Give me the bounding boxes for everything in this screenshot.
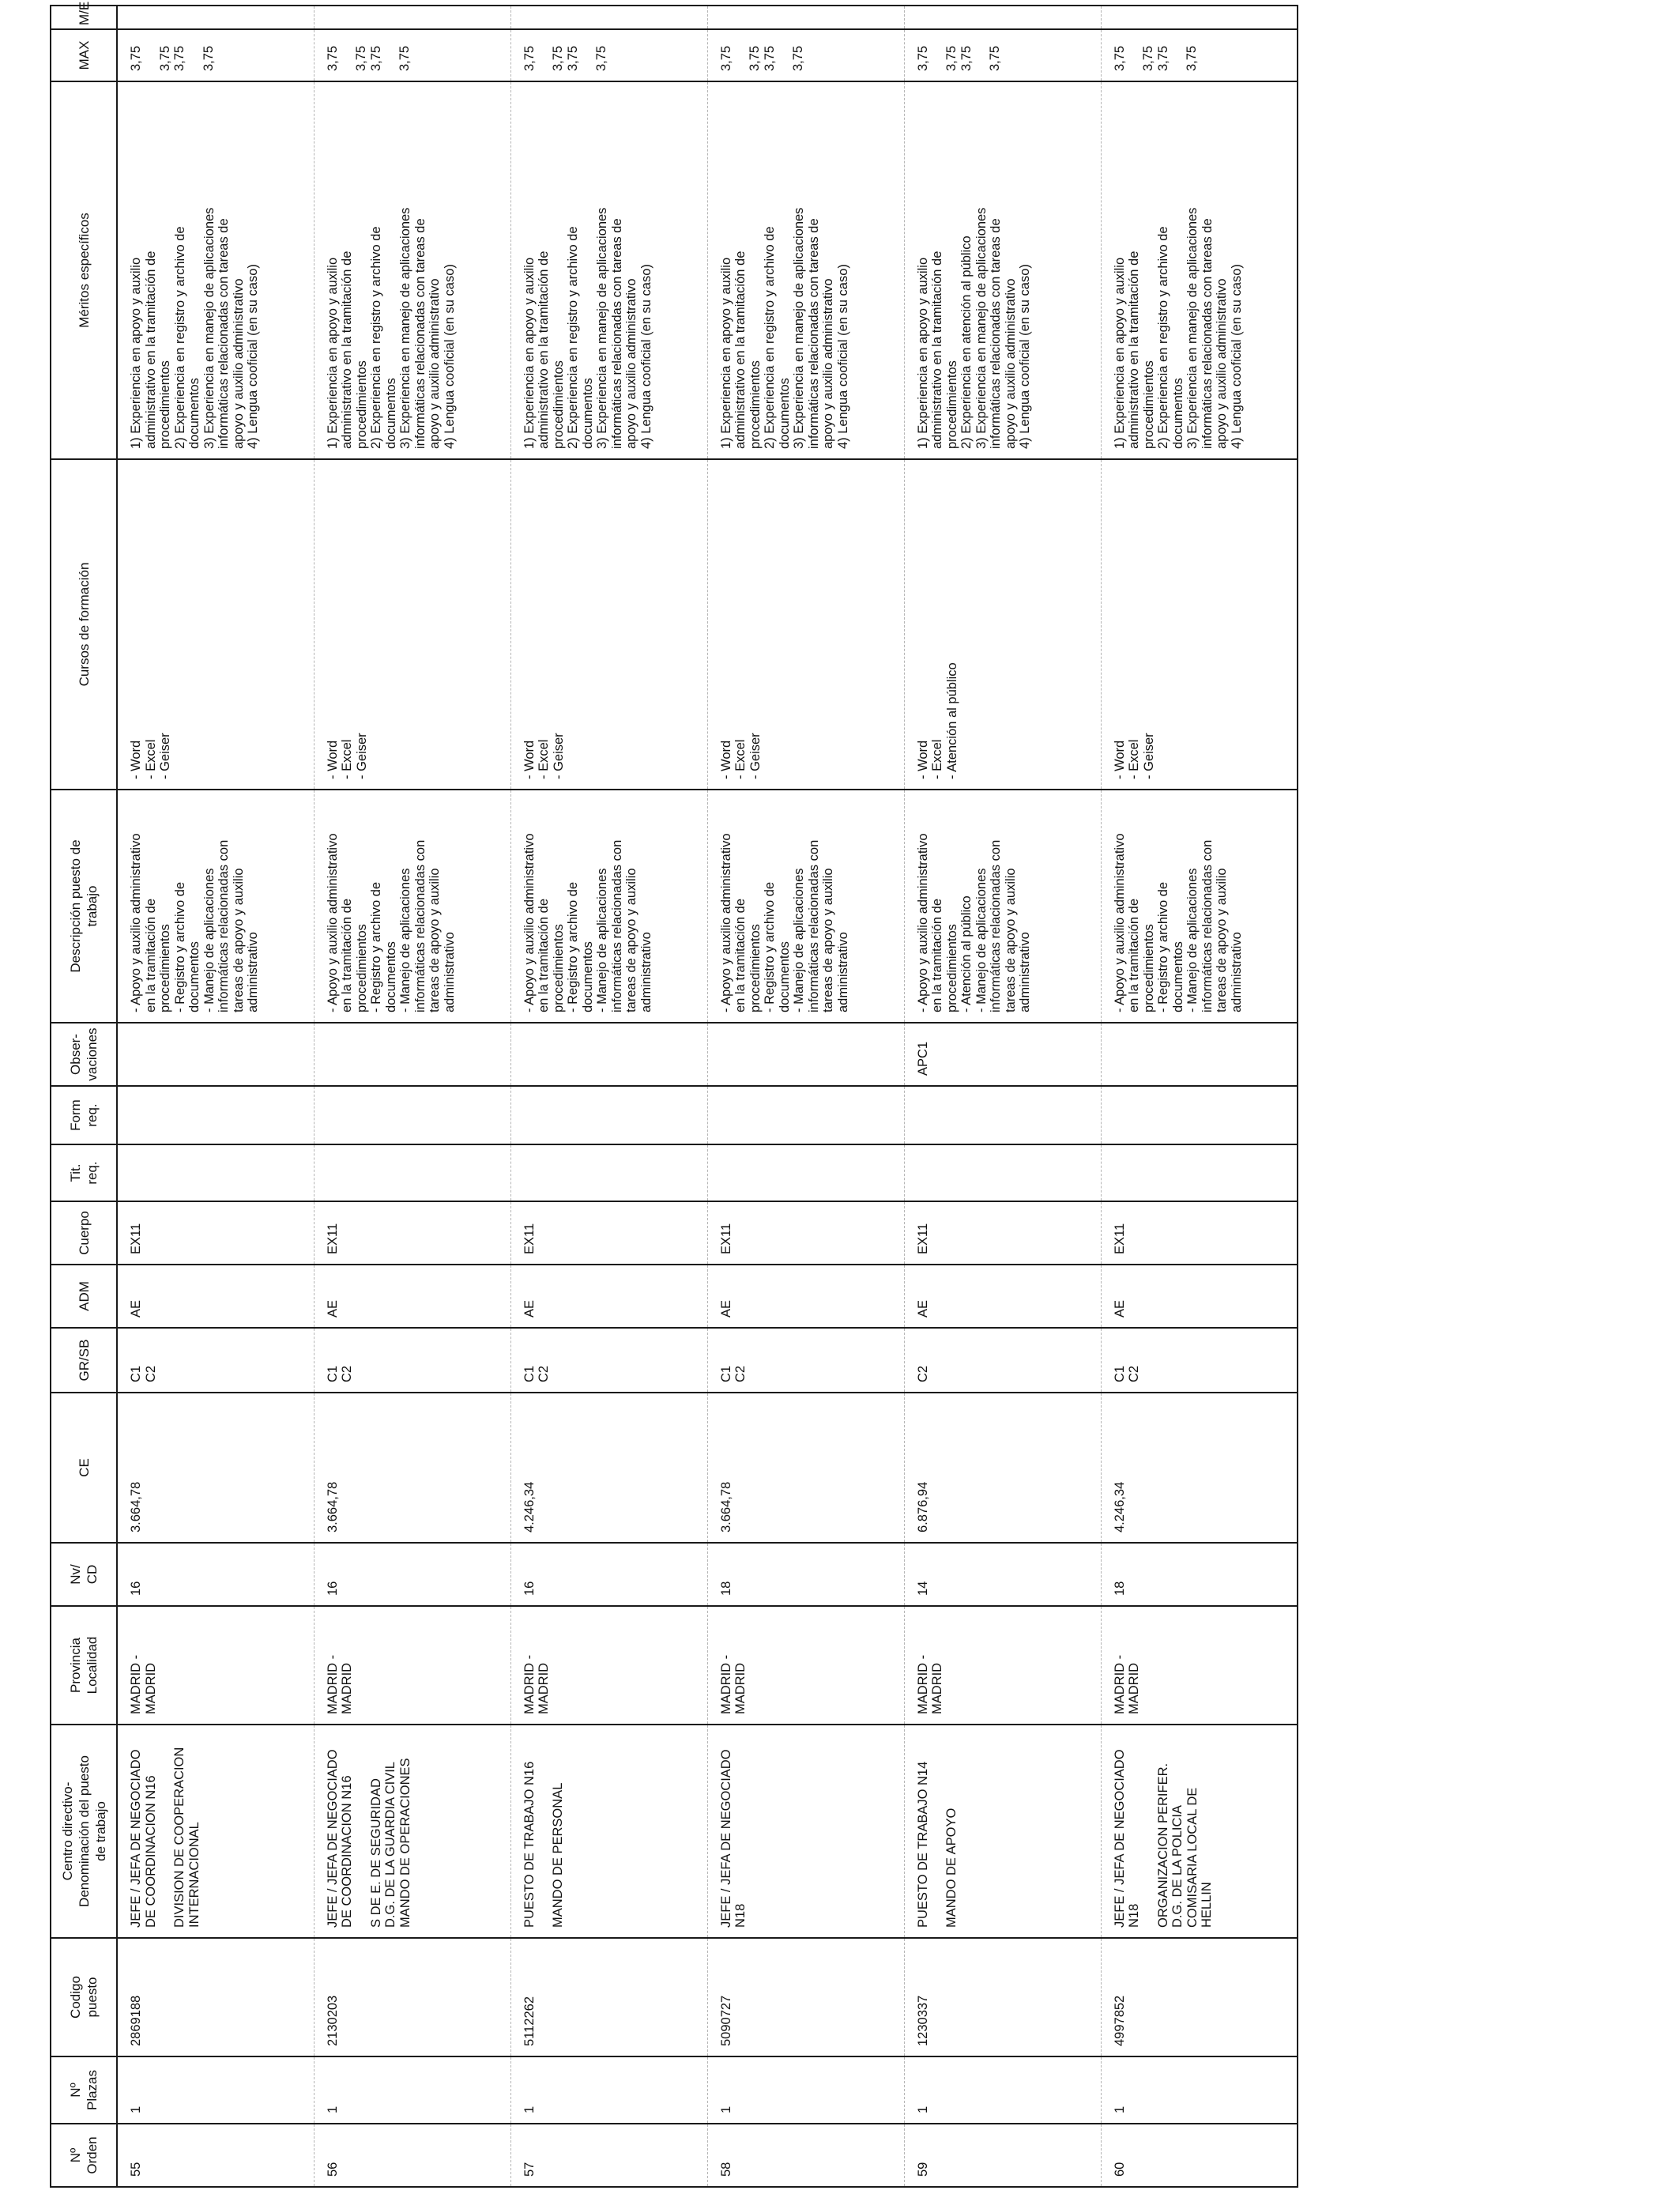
cell-max — [1101, 29, 1298, 81]
cell-plazas: 1 — [1101, 2056, 1298, 2124]
table-header-row — [51, 6, 117, 2187]
cell-observaciones: APC1 — [904, 1023, 1101, 1086]
header-ce: CE — [51, 1393, 117, 1543]
max-value-2: 3,75 — [551, 45, 565, 71]
cell-ce: 4.246,34 — [1101, 1393, 1298, 1543]
merito-2: 2) Experiencia en registro y archivo de documentos — [1156, 226, 1185, 449]
job-positions-table — [50, 1, 1298, 2188]
cell-titulacion — [117, 1144, 314, 1201]
centro-directivo-note: MANDO DE PERSONAL — [551, 1782, 565, 1928]
cell-me — [1101, 6, 1298, 29]
max-value-2: 3,75 — [1141, 45, 1155, 71]
cell-nivel: 16 — [510, 1543, 707, 1606]
cell-observaciones — [707, 1023, 904, 1086]
cell-cuerpo: EX11 — [510, 1201, 707, 1265]
cell-meritos — [1101, 81, 1298, 459]
merito-2: 2) Experiencia en atención al público — [959, 236, 974, 449]
cell-me — [904, 6, 1101, 29]
cell-me — [510, 6, 707, 29]
cell-grupo: C1 C2 — [314, 1328, 510, 1393]
cell-nivel: 18 — [707, 1543, 904, 1606]
max-value-2: 3,75 — [748, 45, 762, 71]
max-value-4: 3,75 — [1185, 45, 1199, 71]
cell-orden: 58 — [707, 2124, 904, 2187]
cell-titulacion — [1101, 1144, 1298, 1201]
cell-orden: 57 — [510, 2124, 707, 2187]
header-max: MAX — [51, 29, 117, 81]
cell-cuerpo: EX11 — [117, 1201, 314, 1265]
cell-adm: AE — [904, 1265, 1101, 1328]
cell-nivel: 14 — [904, 1543, 1101, 1606]
cell-codigo: 2869188 — [117, 1938, 314, 2056]
cell-formacion — [314, 1086, 510, 1144]
cell-provincia: MADRID - MADRID — [707, 1606, 904, 1725]
cell-orden: 56 — [314, 2124, 510, 2187]
centro-directivo-note: MANDO DE APOYO — [944, 1808, 959, 1928]
cell-observaciones — [510, 1023, 707, 1086]
header-plazas: Nº Plazas — [51, 2056, 117, 2124]
max-value-3: 3,75 — [172, 45, 186, 71]
cell-titulacion — [707, 1144, 904, 1201]
cell-codigo: 5112262 — [510, 1938, 707, 2056]
cell-provincia: MADRID - MADRID — [117, 1606, 314, 1725]
cell-grupo: C1 C2 — [707, 1328, 904, 1393]
cell-max — [117, 29, 314, 81]
cell-ce: 6.876,94 — [904, 1393, 1101, 1543]
centro-directivo-note: ORGANIZACION PERIFER. D.G. DE LA POLICIA COMISARIA LOCAL DE HELLIN — [1155, 1762, 1214, 1928]
cell-grupo: C1 C2 — [117, 1328, 314, 1393]
cell-cursos: - Word - Excel - Atención al público — [904, 459, 1101, 790]
merito-1: 1) Experiencia en apoyo y auxilio administrativo en la tramitación de procedimientos — [129, 251, 172, 449]
max-value-3: 3,75 — [1155, 45, 1170, 71]
cell-cuerpo: EX11 — [904, 1201, 1101, 1265]
header-adm: ADM — [51, 1265, 117, 1328]
max-value-2: 3,75 — [944, 45, 959, 71]
max-value-3: 3,75 — [762, 45, 777, 71]
header-nivel: Nv/ CD — [51, 1543, 117, 1606]
merito-1: 1) Experiencia en apoyo y auxilio administrativo en la tramitación de procedimientos — [915, 251, 959, 449]
cell-plazas: 1 — [117, 2056, 314, 2124]
cell-titulacion — [510, 1144, 707, 1201]
merito-4: 4) Lengua cooficial (en su caso) — [835, 264, 850, 449]
cell-meritos — [510, 81, 707, 459]
merito-4: 4) Lengua cooficial (en su caso) — [1018, 264, 1032, 449]
cell-centro — [510, 1725, 707, 1938]
cell-plazas: 1 — [707, 2056, 904, 2124]
header-observaciones: Obser- vaciones — [51, 1023, 117, 1086]
cell-formacion — [1101, 1086, 1298, 1144]
cell-meritos — [707, 81, 904, 459]
table-row — [1101, 6, 1298, 2187]
cell-max — [707, 29, 904, 81]
merito-4: 4) Lengua cooficial (en su caso) — [1229, 264, 1244, 449]
cell-ce: 3.664,78 — [707, 1393, 904, 1543]
merito-3: 3) Experiencia en manejo de aplicaciones informáticas relacionadas con tareas de apoyo y auxilio administrativo — [202, 207, 246, 449]
cell-plazas: 1 — [314, 2056, 510, 2124]
cell-cuerpo: EX11 — [314, 1201, 510, 1265]
max-value-1: 3,75 — [522, 45, 537, 71]
rotated-document-page — [50, 1, 1630, 2188]
cell-centro — [314, 1725, 510, 1938]
cell-adm: AE — [314, 1265, 510, 1328]
cell-meritos — [904, 81, 1101, 459]
cell-descripcion: - Apoyo y auxilio administrativo en la tramitación de procedimientos - Registro y archivo de documentos - Manejo de aplicaciones informáticas relacionadas con tareas de apoyo y auxilio administrativo — [314, 790, 510, 1023]
header-provincia: Provincia Localidad — [51, 1606, 117, 1725]
cell-max — [314, 29, 510, 81]
cell-meritos — [314, 81, 510, 459]
cell-orden: 59 — [904, 2124, 1101, 2187]
merito-4: 4) Lengua cooficial (en su caso) — [638, 264, 654, 449]
cell-adm: AE — [707, 1265, 904, 1328]
cell-observaciones — [1101, 1023, 1298, 1086]
max-value-2: 3,75 — [157, 45, 172, 71]
merito-4: 4) Lengua cooficial (en su caso) — [246, 264, 260, 449]
cell-provincia: MADRID - MADRID — [314, 1606, 510, 1725]
cell-descripcion: - Apoyo y auxilio administrativo en la tramitación de procedimientos - Registro y archivo de documentos - Manejo de aplicaciones informáticas relacionadas con tareas de apoyo y auxilio administrativo — [117, 790, 314, 1023]
cell-grupo: C1 C2 — [1101, 1328, 1298, 1393]
cell-plazas: 1 — [510, 2056, 707, 2124]
header-grupo: GR/SB — [51, 1328, 117, 1393]
header-meritos: Méritos específicos — [51, 81, 117, 459]
cell-titulacion — [904, 1144, 1101, 1201]
max-value-1: 3,75 — [915, 45, 930, 71]
cell-max — [904, 29, 1101, 81]
cell-centro — [117, 1725, 314, 1938]
cell-codigo: 1230337 — [904, 1938, 1101, 2056]
max-value-4: 3,75 — [791, 45, 805, 71]
cell-observaciones — [314, 1023, 510, 1086]
cell-descripcion: - Apoyo y auxilio administrativo en la tramitación de procedimientos - Atención al público - Manejo de aplicaciones informáticas relacionadas con tareas de apoyo y auxilio administrativo — [904, 790, 1101, 1023]
cell-formacion — [904, 1086, 1101, 1144]
cell-cuerpo: EX11 — [1101, 1201, 1298, 1265]
cell-centro — [1101, 1725, 1298, 1938]
cell-provincia: MADRID - MADRID — [1101, 1606, 1298, 1725]
max-value-3: 3,75 — [565, 45, 580, 71]
header-formacion: Form req. — [51, 1086, 117, 1144]
table-row — [707, 6, 904, 2187]
cell-plazas: 1 — [904, 2056, 1101, 2124]
max-value-4: 3,75 — [397, 45, 412, 71]
cell-cursos: - Word - Excel - Geiser — [314, 459, 510, 790]
merito-3: 3) Experiencia en manejo de aplicaciones informáticas relacionadas con tareas de apoyo y auxilio administrativo — [1185, 207, 1229, 449]
max-value-1: 3,75 — [325, 45, 340, 71]
table-row — [117, 6, 314, 2187]
max-value-4: 3,75 — [201, 45, 216, 71]
cell-adm: AE — [117, 1265, 314, 1328]
cell-formacion — [117, 1086, 314, 1144]
table-row — [314, 6, 510, 2187]
header-descripcion: Descripción puesto de trabajo — [51, 790, 117, 1023]
cell-nivel: 18 — [1101, 1543, 1298, 1606]
cell-cuerpo: EX11 — [707, 1201, 904, 1265]
cell-nivel: 16 — [117, 1543, 314, 1606]
max-value-3: 3,75 — [959, 45, 974, 71]
max-value-1: 3,75 — [1112, 45, 1127, 71]
cell-nivel: 16 — [314, 1543, 510, 1606]
cell-cursos: - Word - Excel - Geiser — [707, 459, 904, 790]
cell-descripcion: - Apoyo y auxilio administrativo en la tramitación de procedimientos - Registro y archivo de documentos - Manejo de aplicaciones informáticas relacionadas con tareas de apoyo y auxilio administrativo — [510, 790, 707, 1023]
cell-ce: 3.664,78 — [117, 1393, 314, 1543]
merito-3: 3) Experiencia en manejo de aplicaciones informáticas relacionadas con tareas de apoyo y auxilio administrativo — [398, 207, 442, 449]
cell-cursos: - Word - Excel - Geiser — [510, 459, 707, 790]
cell-descripcion: - Apoyo y auxilio administrativo en la tramitación de procedimientos - Registro y archivo de documentos - Manejo de aplicaciones informáticas relacionadas con tareas de apoyo y auxilio administrativo — [1101, 790, 1298, 1023]
merito-3: 3) Experiencia en manejo de aplicaciones informáticas relacionadas con tareas de apoyo y auxilio administrativo — [792, 207, 835, 449]
merito-1: 1) Experiencia en apoyo y auxilio administrativo en la tramitación de procedimientos — [522, 251, 566, 449]
cell-formacion — [707, 1086, 904, 1144]
header-centro: Centro directivo- Denominación del puesto de trabajo — [51, 1725, 117, 1938]
cell-me — [117, 6, 314, 29]
cell-adm: AE — [1101, 1265, 1298, 1328]
cell-me — [314, 6, 510, 29]
cell-codigo: 2130203 — [314, 1938, 510, 2056]
max-value-1: 3,75 — [129, 45, 143, 71]
cell-codigo: 5090727 — [707, 1938, 904, 2056]
merito-1: 1) Experiencia en apoyo y auxilio administrativo en la tramitación de procedimientos — [718, 251, 763, 449]
cell-orden: 60 — [1101, 2124, 1298, 2187]
merito-3: 3) Experiencia en manejo de aplicaciones informáticas relacionadas con tareas de apoyo y auxilio administrativo — [974, 207, 1018, 449]
cell-me — [707, 6, 904, 29]
position-title: JEFE / JEFA DE NEGOCIADO DE COORDINACION N16 — [129, 1749, 158, 1928]
cell-cursos: - Word - Excel - Geiser — [1101, 459, 1298, 790]
table-row — [904, 6, 1101, 2187]
position-title: PUESTO DE TRABAJO N14 — [915, 1761, 930, 1928]
cell-observaciones — [117, 1023, 314, 1086]
cell-grupo: C2 — [904, 1328, 1101, 1393]
centro-directivo-note: S DE E. DE SEGURIDAD D.G. DE LA GUARDIA CIVIL MANDO DE OPERACIONES — [368, 1758, 412, 1928]
cell-max — [510, 29, 707, 81]
cell-meritos — [117, 81, 314, 459]
cell-centro — [904, 1725, 1101, 1938]
max-value-4: 3,75 — [594, 45, 608, 71]
header-titulacion: Tit. req. — [51, 1144, 117, 1201]
cell-descripcion: - Apoyo y auxilio administrativo en la tramitación de procedimientos - Registro y archivo de documentos - Manejo de aplicaciones informáticas relacionadas con tareas de apoyo y auxilio administrativo — [707, 790, 904, 1023]
cell-grupo: C1 C2 — [510, 1328, 707, 1393]
max-value-2: 3,75 — [354, 45, 368, 71]
merito-2: 2) Experiencia en registro y archivo de documentos — [172, 226, 202, 449]
table-body — [117, 6, 1298, 2187]
cell-formacion — [510, 1086, 707, 1144]
position-title: JEFE / JEFA DE NEGOCIADO DE COORDINACION N16 — [325, 1749, 354, 1928]
cell-ce: 4.246,34 — [510, 1393, 707, 1543]
cell-adm: AE — [510, 1265, 707, 1328]
cell-centro — [707, 1725, 904, 1938]
cell-orden: 55 — [117, 2124, 314, 2187]
merito-4: 4) Lengua cooficial (en su caso) — [442, 264, 457, 449]
position-title: JEFE / JEFA DE NEGOCIADO N18 — [1112, 1749, 1141, 1928]
header-cursos: Cursos de formación — [51, 459, 117, 790]
max-value-1: 3,75 — [718, 45, 733, 71]
merito-1: 1) Experiencia en apoyo y auxilio administrativo en la tramitación de procedimientos — [1112, 251, 1156, 449]
max-value-4: 3,75 — [988, 45, 1002, 71]
merito-1: 1) Experiencia en apoyo y auxilio administrativo en la tramitación de procedimientos — [325, 251, 369, 449]
merito-2: 2) Experiencia en registro y archivo de documentos — [566, 226, 595, 449]
cell-ce: 3.664,78 — [314, 1393, 510, 1543]
header-orden: Nº Orden — [51, 2124, 117, 2187]
cell-codigo: 4997852 — [1101, 1938, 1298, 2056]
cell-provincia: MADRID - MADRID — [510, 1606, 707, 1725]
merito-2: 2) Experiencia en registro y archivo de documentos — [763, 226, 792, 449]
cell-cursos: - Word - Excel - Geiser — [117, 459, 314, 790]
table-row — [510, 6, 707, 2187]
cell-titulacion — [314, 1144, 510, 1201]
position-title: JEFE / JEFA DE NEGOCIADO N18 — [718, 1749, 748, 1928]
merito-2: 2) Experiencia en registro y archivo de documentos — [369, 226, 398, 449]
header-me: M/E — [51, 6, 117, 29]
merito-3: 3) Experiencia en manejo de aplicaciones informáticas relacionadas con tareas de apoyo y auxilio administrativo — [595, 207, 638, 449]
centro-directivo-note: DIVISION DE COOPERACION INTERNACIONAL — [172, 1747, 202, 1928]
cell-provincia: MADRID - MADRID — [904, 1606, 1101, 1725]
max-value-3: 3,75 — [368, 45, 383, 71]
position-title: PUESTO DE TRABAJO N16 — [522, 1761, 537, 1928]
header-codigo: Codigo puesto — [51, 1938, 117, 2056]
header-cuerpo: Cuerpo — [51, 1201, 117, 1265]
